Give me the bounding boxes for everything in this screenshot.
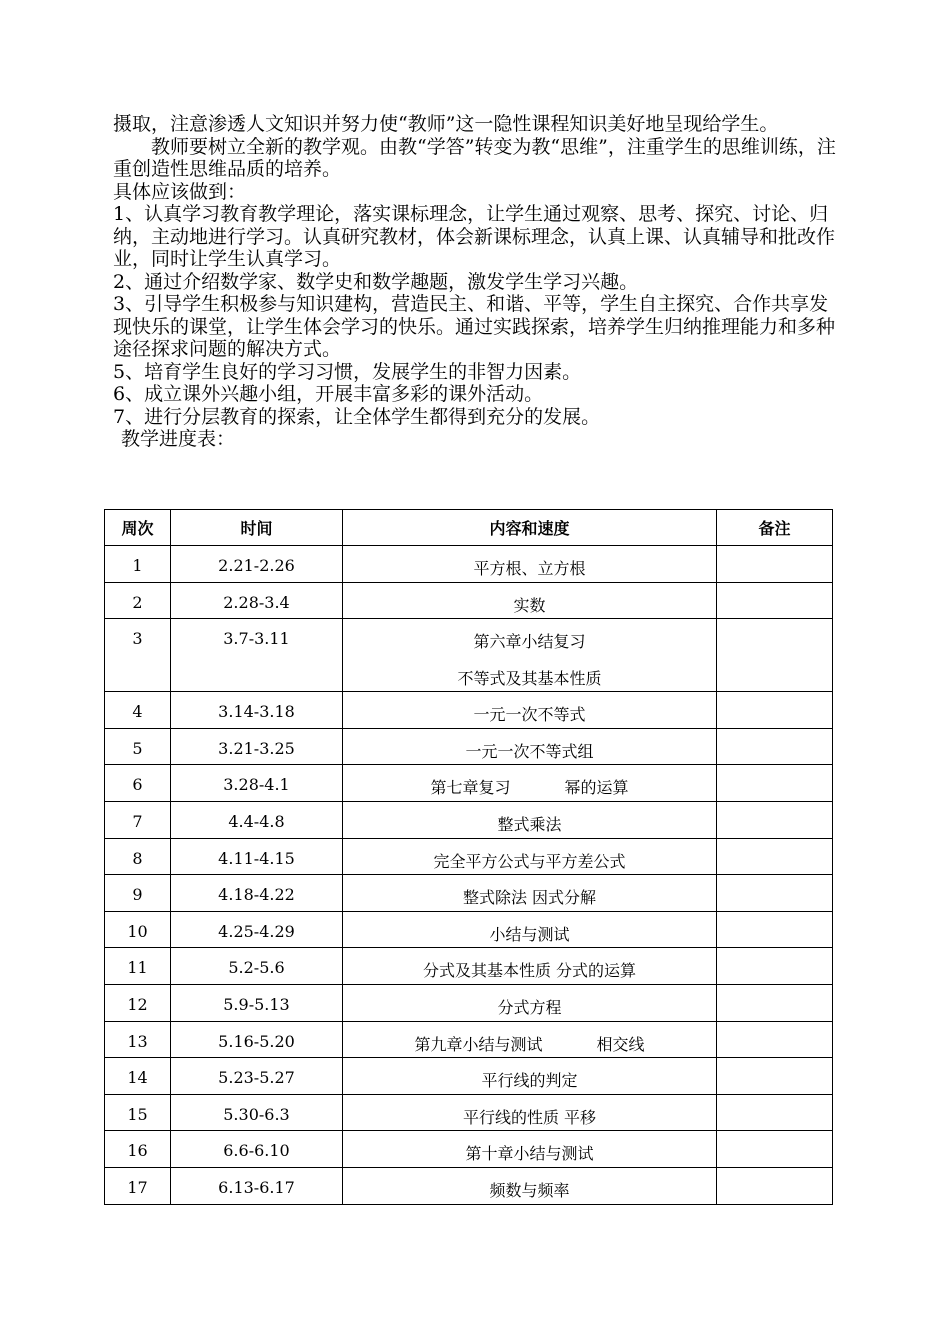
cell-time: 3.7-3.11 bbox=[171, 619, 343, 692]
cell-week: 10 bbox=[105, 911, 171, 948]
cell-week: 8 bbox=[105, 838, 171, 875]
cell-time: 4.18-4.22 bbox=[171, 875, 343, 912]
cell-note bbox=[717, 546, 833, 583]
cell-time: 4.4-4.8 bbox=[171, 801, 343, 838]
cell-note bbox=[717, 1021, 833, 1058]
cell-note bbox=[717, 1167, 833, 1204]
cell-content-part: 第九章小结与测试 bbox=[414, 1034, 543, 1054]
cell-time: 3.28-4.1 bbox=[171, 765, 343, 802]
table-header-row bbox=[105, 510, 833, 546]
cell-time: 6.6-6.10 bbox=[171, 1131, 343, 1168]
table-row bbox=[105, 875, 833, 912]
cell-note bbox=[717, 948, 833, 985]
schedule-table bbox=[104, 509, 833, 1205]
cell-content: 第十章小结与测试 bbox=[343, 1131, 717, 1168]
cell-time: 5.9-5.13 bbox=[171, 984, 343, 1021]
cell-time: 5.16-5.20 bbox=[171, 1021, 343, 1058]
cell-week: 4 bbox=[105, 692, 171, 729]
cell-content bbox=[343, 765, 717, 802]
table-row bbox=[105, 838, 833, 875]
cell-content: 平行线的性质 平移 bbox=[343, 1094, 717, 1131]
cell-time: 6.13-6.17 bbox=[171, 1167, 343, 1204]
paragraph: 5、培育学生良好的学习习惯，发展学生的非智力因素。 bbox=[113, 360, 582, 383]
table-row bbox=[105, 1167, 833, 1204]
table-row bbox=[105, 546, 833, 583]
cell-content: 分式方程 bbox=[343, 984, 717, 1021]
table-row bbox=[105, 1058, 833, 1095]
cell-content: 频数与频率 bbox=[343, 1167, 717, 1204]
table-row bbox=[105, 728, 833, 765]
paragraph: 摄取，注意渗透人文知识并努力使“教师”这一隐性课程知识美好地呈现给学生。 bbox=[113, 113, 779, 135]
paragraph: 1、认真学习教育教学理论，落实课标理念，让学生通过观察、思考、探究、讨论、归纳，主动地进行学习。认真研究教材，体会新课标理念，认真上课、认真辅导和批改作业，同时让学生认真学习。 bbox=[113, 203, 836, 270]
cell-time: 5.30-6.3 bbox=[171, 1094, 343, 1131]
cell-content bbox=[343, 619, 717, 692]
cell-content-part: 第七章复习 bbox=[430, 778, 511, 798]
cell-content: 一元一次不等式组 bbox=[343, 728, 717, 765]
header-week: 周次 bbox=[105, 510, 171, 546]
cell-content: 整式除法 因式分解 bbox=[343, 875, 717, 912]
cell-time: 2.21-2.26 bbox=[171, 546, 343, 583]
cell-content: 平方根、立方根 bbox=[343, 546, 717, 583]
cell-content-part: 相交线 bbox=[596, 1034, 645, 1054]
cell-week: 2 bbox=[105, 582, 171, 619]
paragraph: 2、通过介绍数学家、数学史和数学趣题，激发学生学习兴趣。 bbox=[113, 270, 639, 293]
cell-content: 整式乘法 bbox=[343, 801, 717, 838]
table-row bbox=[105, 984, 833, 1021]
table-row bbox=[105, 619, 833, 692]
table-row bbox=[105, 692, 833, 729]
table-row bbox=[105, 1131, 833, 1168]
cell-content: 分式及其基本性质 分式的运算 bbox=[343, 948, 717, 985]
body-text bbox=[113, 113, 843, 451]
cell-week: 14 bbox=[105, 1058, 171, 1095]
cell-week: 13 bbox=[105, 1021, 171, 1058]
cell-note bbox=[717, 911, 833, 948]
table-row bbox=[105, 765, 833, 802]
cell-time: 5.23-5.27 bbox=[171, 1058, 343, 1095]
paragraph: 教师要树立全新的教学观。由教“学答”转变为教“思维”，注重学生的思维训练，注重创造性思维品质的培养。 bbox=[113, 135, 836, 180]
cell-content: 完全平方公式与平方差公式 bbox=[343, 838, 717, 875]
cell-week: 5 bbox=[105, 728, 171, 765]
cell-week: 15 bbox=[105, 1094, 171, 1131]
cell-week: 6 bbox=[105, 765, 171, 802]
table-row bbox=[105, 582, 833, 619]
cell-content: 实数 bbox=[343, 582, 717, 619]
cell-week: 11 bbox=[105, 948, 171, 985]
paragraph: 7、进行分层教育的探索，让全体学生都得到充分的发展。 bbox=[113, 405, 601, 428]
cell-note bbox=[717, 1131, 833, 1168]
cell-note bbox=[717, 838, 833, 875]
cell-content-part: 幂的运算 bbox=[564, 778, 629, 798]
cell-note bbox=[717, 984, 833, 1021]
cell-content: 一元一次不等式 bbox=[343, 692, 717, 729]
paragraph: 3、引导学生积极参与知识建构，营造民主、和谐、平等，学生自主探究、合作共享发现快乐的课堂，让学生体会学习的快乐。通过实践探索，培养学生归纳推理能力和多种途径探求问题的解决方式。 bbox=[113, 293, 836, 360]
cell-note bbox=[717, 1058, 833, 1095]
paragraph: 具体应该做到： bbox=[113, 180, 247, 203]
cell-week: 12 bbox=[105, 984, 171, 1021]
cell-content: 平行线的判定 bbox=[343, 1058, 717, 1095]
table-row bbox=[105, 801, 833, 838]
cell-content-line: 第六章小结复习 bbox=[473, 632, 586, 652]
cell-note bbox=[717, 1094, 833, 1131]
cell-content-line: 不等式及其基本性质 bbox=[457, 669, 602, 689]
cell-time: 3.21-3.25 bbox=[171, 728, 343, 765]
cell-time: 3.14-3.18 bbox=[171, 692, 343, 729]
cell-note bbox=[717, 582, 833, 619]
cell-note bbox=[717, 619, 833, 692]
cell-week: 17 bbox=[105, 1167, 171, 1204]
cell-week: 3 bbox=[105, 619, 171, 692]
cell-week: 16 bbox=[105, 1131, 171, 1168]
cell-time: 5.2-5.6 bbox=[171, 948, 343, 985]
header-time: 时间 bbox=[171, 510, 343, 546]
paragraph: 6、成立课外兴趣小组，开展丰富多彩的课外活动。 bbox=[113, 383, 544, 405]
cell-note bbox=[717, 728, 833, 765]
cell-content bbox=[343, 1021, 717, 1058]
cell-note bbox=[717, 801, 833, 838]
cell-note bbox=[717, 692, 833, 729]
cell-time: 4.11-4.15 bbox=[171, 838, 343, 875]
cell-week: 7 bbox=[105, 801, 171, 838]
table-row bbox=[105, 948, 833, 985]
cell-week: 1 bbox=[105, 546, 171, 583]
header-note: 备注 bbox=[717, 510, 833, 546]
cell-note bbox=[717, 765, 833, 802]
header-content: 内容和速度 bbox=[343, 510, 717, 546]
cell-content: 小结与测试 bbox=[343, 911, 717, 948]
table-row bbox=[105, 1094, 833, 1131]
table-title: 教学进度表： bbox=[121, 428, 236, 450]
table-row bbox=[105, 911, 833, 948]
cell-note bbox=[717, 875, 833, 912]
cell-time: 2.28-3.4 bbox=[171, 582, 343, 619]
table-row bbox=[105, 1021, 833, 1058]
cell-time: 4.25-4.29 bbox=[171, 911, 343, 948]
cell-week: 9 bbox=[105, 875, 171, 912]
